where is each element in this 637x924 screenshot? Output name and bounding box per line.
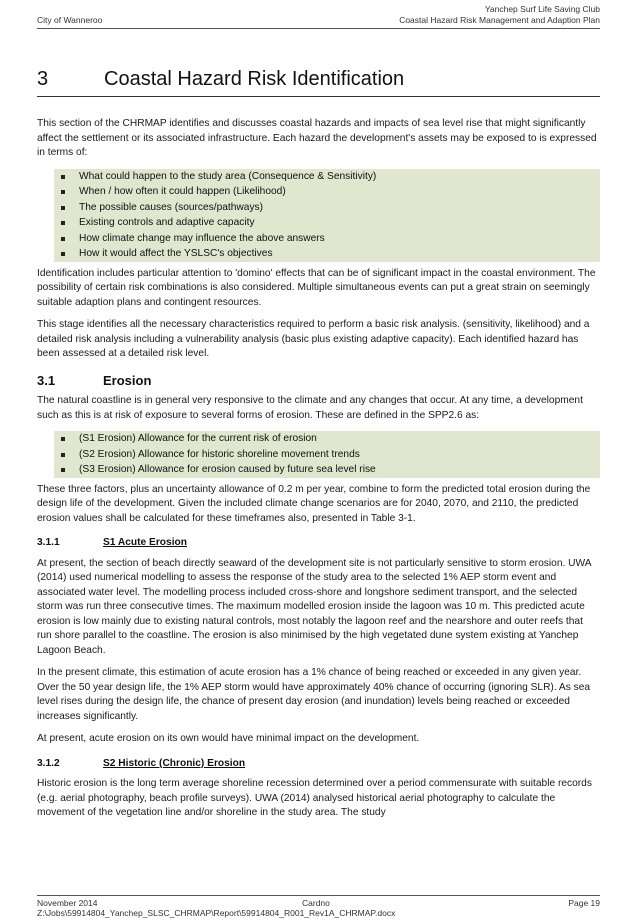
risk-analysis-paragraph: This stage identifies all the necessary characteristics required to perform a basic risk analysis. (sensitivity, likelihood) and a detailed risk analysis including a vulnerability analysis (basic plus existing adaptive capacity). Each identified hazard has been assessed at a detailed risk level.	[37, 319, 590, 359]
bullet-square-icon	[61, 437, 65, 441]
intro-paragraph: This section of the CHRMAP identifies and discusses coastal hazards and impacts of sea level rise that might significantly affect the settlement or its associated infrastructure. Each hazard the development's assets may be exposed to is expressed in terms of:	[37, 118, 597, 158]
list-item: What could happen to the study area (Consequence & Sensitivity)	[54, 169, 600, 185]
header-rule	[37, 28, 600, 29]
footer-company: Cardno	[302, 898, 330, 908]
bullet-square-icon	[61, 190, 65, 194]
acute-erosion-probability-paragraph: In the present climate, this estimation of acute erosion has a 1% chance of being reached or exceeded in any given year. Over the 50 year design life, the 1% AEP storm would have approximately 40% chance of occurring (ignoring SLR). As sea level rises during the design life, the chance of present day erosion (and inundation) levels being reached or exceeded increases significantly.	[37, 667, 591, 722]
list-item: (S3 Erosion) Allowance for erosion caused by future sea level rise	[54, 462, 600, 478]
list-item: Existing controls and adaptive capacity	[54, 215, 600, 231]
subsection-number: 3.1.2	[37, 757, 60, 769]
footer-date: November 2014	[37, 898, 98, 908]
erosion-factors-paragraph: These three factors, plus an uncertainty allowance of 0.2 m per year, combine to form the predicted total erosion during the design life of the development. Given the included climate change scenarios are for 2040, 2070, and 2110, the predicted erosion values shall be calculated for these timeframes also, presented in Table 3-1.	[37, 483, 591, 524]
header-project-line1: Yanchep Surf Life Saving Club	[484, 4, 600, 14]
subsection-number: 3.1	[37, 372, 56, 388]
list-item: (S1 Erosion) Allowance for the current risk of erosion	[54, 431, 600, 447]
subsection-heading-s1	[37, 536, 600, 551]
hazard-terms-list	[54, 169, 600, 262]
header-project	[399, 4, 600, 26]
historic-erosion-paragraph: Historic erosion is the long term average shoreline recession determined over a period commensurate with suitable records (e.g. aerial photography, beach profile surveys). UWA (2014) analysed historical aerial photography to calculate the movement of the vegetation line and/or shoreline in the study area. The study	[37, 778, 592, 818]
bullet-square-icon	[61, 468, 65, 472]
bullet-square-icon	[61, 252, 65, 256]
section-title: Coastal Hazard Risk Identification	[104, 68, 405, 90]
bullet-square-icon	[61, 453, 65, 457]
footer-file-path: Z:\Jobs\59914804_Yanchep_SLSC_CHRMAP\Report\59914804_R001_Rev1A_CHRMAP.docx	[37, 908, 396, 918]
subsection-heading-s2	[37, 757, 600, 772]
acute-erosion-impact-paragraph: At present, acute erosion on its own would have minimal impact on the development.	[37, 733, 420, 744]
bullet-square-icon	[61, 237, 65, 241]
subsection-number: 3.1.1	[37, 537, 60, 548]
header-project-line2: Coastal Hazard Risk Management and Adaption Plan	[399, 15, 600, 25]
domino-effects-paragraph: Identification includes particular attention to 'domino' effects that can be of significant impact in the coastal environment. The possibility of certain risk combinations is also considered. Multiple simultaneous events can put a great strain on seemingly suitable adaption plans and contingent resources.	[37, 267, 596, 308]
section-heading	[37, 68, 600, 91]
list-item: The possible causes (sources/pathways)	[54, 200, 600, 216]
bullet-square-icon	[61, 206, 65, 210]
section-heading-rule	[37, 96, 600, 97]
erosion-intro-paragraph: The natural coastline is in general very responsive to the climate and any changes that occur. At any time, a development such as this is at risk of exposure to several forms of erosion. These are defined in the SPP2.6 as:	[37, 395, 583, 421]
subsection-title: S2 Historic (Chronic) Erosion	[103, 757, 246, 769]
subsection-heading-erosion	[37, 374, 600, 389]
list-item: How it would affect the YSLSC's objectives	[54, 246, 600, 262]
section-number: 3	[37, 68, 49, 90]
list-item: (S2 Erosion) Allowance for historic shoreline movement trends	[54, 447, 600, 463]
body-content	[37, 117, 600, 829]
list-item: How climate change may influence the above answers	[54, 231, 600, 247]
bullet-square-icon	[61, 221, 65, 225]
bullet-square-icon	[61, 175, 65, 179]
erosion-types-list	[54, 431, 600, 478]
subsection-title: S1 Acute Erosion	[103, 537, 187, 548]
list-item: When / how often it could happen (Likelihood)	[54, 184, 600, 200]
acute-erosion-paragraph: At present, the section of beach directly seaward of the development site is not particularly sensitive to storm erosion. UWA (2014) used numerical modelling to assess the response of the study area to the selected 1% AEP storm event and associated water level. The modelling process included cross-shore and longshore sediment transport, and the selected storm was run three consecutive times. The maximum modelled erosion inside the lagoon was 10 m. This predicted acute erosion is low mainly due to existing natural controls, most notably the lagoon reef and the nearshore and outer reefs that run shore parallel to the coastline. The erosion is also minimised by the high vegetated dune system existing at Yanchep Lagoon Beach.	[37, 557, 591, 656]
footer-page-number: Page 19	[568, 898, 600, 908]
header-client: City of Wanneroo	[37, 15, 103, 25]
subsection-title: Erosion	[103, 372, 152, 388]
footer-rule	[37, 895, 600, 896]
